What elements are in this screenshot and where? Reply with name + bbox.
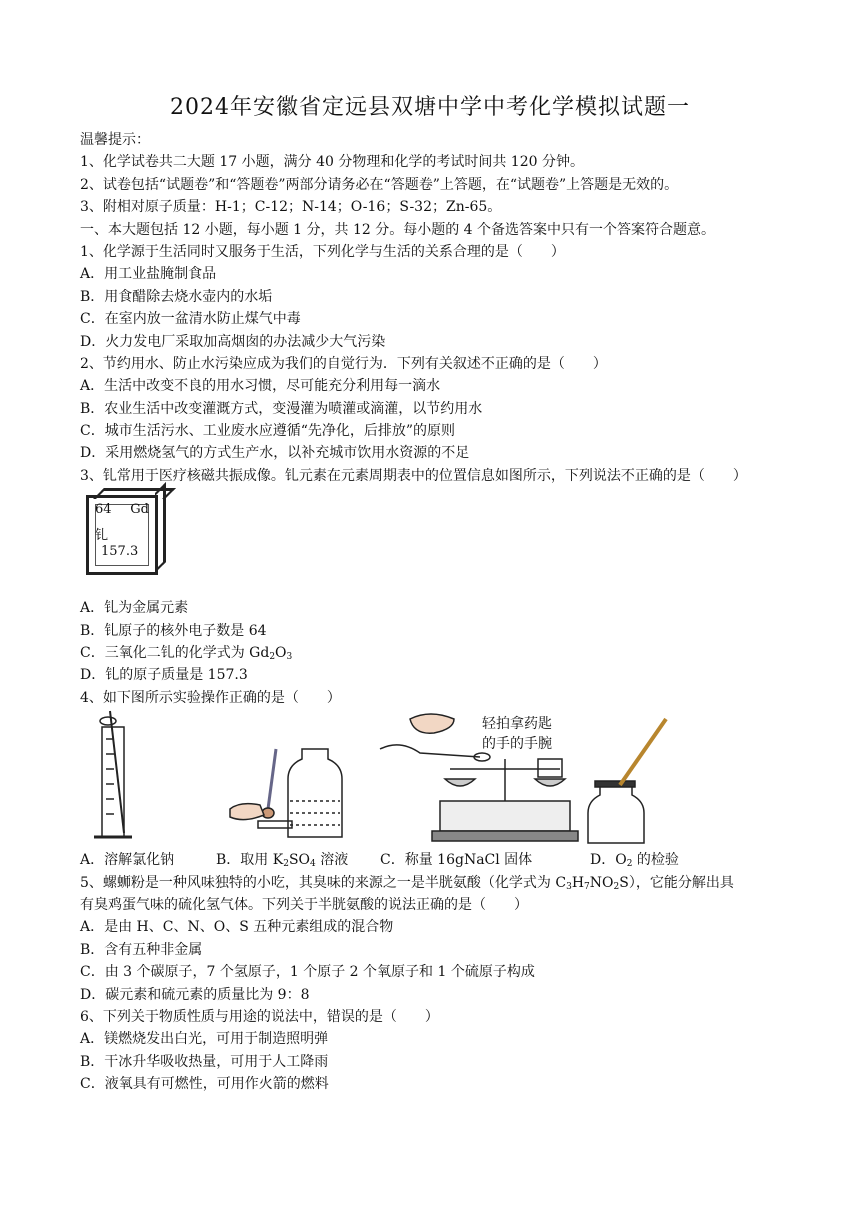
element-name: 钆 [95, 528, 109, 544]
gas-bottle-drawing [588, 719, 666, 843]
q4-b-post: 溶液 [315, 852, 349, 869]
q3-c-text: C．三氧化二钆的化学式为 Gd [80, 645, 270, 662]
q5-option-b: B．含有五种非金属 [80, 941, 203, 958]
q3-c-sub1: 2 [269, 652, 276, 663]
q4-b-pre: B．取用 K [216, 852, 284, 869]
q2-stem: 2、节约用水、防止水污染应成为我们的自觉行为．下列有关叙述不正确的是（ ） [80, 355, 607, 372]
dropper-bottle-drawing [230, 749, 342, 837]
q1-option-c: C．在室内放一盆清水防止煤气中毒 [80, 311, 301, 328]
q4-b-mid: SO [288, 852, 311, 869]
element-card [86, 495, 158, 575]
q4-caption-a: A．溶解氯化钠 [80, 852, 175, 869]
q1-option-a: A．用工业盐腌制食品 [80, 266, 217, 283]
q1-option-b: B．用食醋除去烧水壶内的水垢 [80, 288, 273, 305]
cylinder-drawing [94, 711, 132, 837]
figure-label-line2: 的手的手腕 [482, 736, 552, 753]
q3-option-a: A．钆为金属元素 [80, 600, 189, 617]
q4-figures [80, 709, 780, 849]
q4-stem: 4、如下图所示实验操作正确的是（ ） [80, 689, 341, 706]
q2-option-c: C．城市生活污水、工业废水应遵循“先净化，后排放”的原则 [80, 423, 456, 440]
tips-header: 温馨提示： [80, 132, 150, 148]
q3-option-d: D．钆的原子质量是 157.3 [80, 667, 248, 684]
q6-option-a: A．镁燃烧发出白光，可用于制造照明弹 [80, 1031, 329, 1048]
section-heading: 一、本大题包括 12 小题，每小题 1 分，共 12 分。每小题的 4 个备选答案中只有一个答案符合题意。 [80, 221, 716, 238]
q4-caption-b [216, 849, 348, 875]
q5-f-sub3: 2 [613, 881, 620, 892]
q5-f-no: NO [589, 874, 614, 891]
q4-d-sub: 2 [626, 859, 633, 870]
q4-b-sub2: 4 [310, 859, 316, 870]
q6-option-c: C．液氧具有可燃性，可用作火箭的燃料 [80, 1076, 329, 1093]
q5-stem-post: ），它能分解出具 [628, 874, 734, 891]
element-card-figure [80, 487, 780, 597]
q1-stem: 1、化学源于生活同时又服务于生活，下列化学与生活的关系合理的是（ ） [80, 243, 565, 260]
q2-option-d: D．采用燃烧氢气的方式生产水，以补充城市饮用水资源的不足 [80, 445, 470, 462]
q4-d-post: 的检验 [632, 852, 679, 869]
q5-option-c: C．由 3 个碳原子，7 个氢原子，1 个原子 2 个氧原子和 1 个硫原子构成 [80, 964, 535, 981]
q5-stem-line2: 有臭鸡蛋气味的硫化氢气体。下列关于半胱氨酸的说法正确的是（ ） [80, 896, 528, 913]
q3-option-b: B．钆原子的核外电子数是 64 [80, 622, 267, 639]
q5-option-d: D．碳元素和硫元素的质量比为 9：8 [80, 986, 310, 1003]
q5-option-a: A．是由 H、C、N、O、S 五种元素组成的混合物 [80, 919, 394, 936]
q3-option-c [80, 642, 780, 664]
q4-d-pre: D．O [590, 852, 627, 869]
element-symbol: Gd [130, 502, 149, 518]
q5-f-sub2: 7 [584, 881, 590, 892]
q3-c-sub2: 3 [286, 652, 293, 663]
figure-label-line1: 轻拍拿药匙 [482, 716, 552, 733]
page-title: 2024年安徽省定远县双塘中学中考化学模拟试题一 [170, 95, 690, 120]
tip-3: 3、附相对原子质量：H-1；C-12；N-14；O-16；S-32；Zn-65。 [80, 199, 502, 216]
q4-figure-drawings [80, 709, 780, 849]
q2-option-a: A．生活中改变不良的用水习惯，尽可能充分利用每一滴水 [80, 378, 441, 395]
atomic-number: 64 [95, 502, 112, 518]
atomic-mass: 157.3 [101, 544, 139, 560]
tip-2: 2、试卷包括“试题卷”和“答题卷”两部分请务必在“答题卷”上答题，在“试题卷”上答题是无效的。 [80, 176, 679, 193]
q4-captions [80, 849, 780, 871]
q4-b-sub1: 2 [283, 859, 289, 870]
tip-1: 1、化学试卷共二大题 17 小题，满分 40 分物理和化学的考试时间共 120 分钟。 [80, 154, 584, 171]
q2-option-b: B．农业生活中改变灌溉方式，变漫灌为喷灌或滴灌，以节约用水 [80, 400, 483, 417]
q5-stem-pre: 5、螺蛳粉是一种风味独特的小吃，其臭味的来源之一是半胱氨酸（化学式为 C [80, 874, 567, 891]
q4-caption-d [590, 849, 679, 875]
q6-option-b: B．干冰升华吸收热量，可用于人工降雨 [80, 1053, 329, 1070]
q3-c-mid: O [275, 645, 287, 662]
q6-stem: 6、下列关于物质性质与用途的说法中，错误的是（ ） [80, 1008, 439, 1025]
q4-caption-c: C．称量 16gNaCl 固体 [380, 852, 533, 869]
q1-option-d: D．火力发电厂采取加高烟囱的办法减少大气污染 [80, 333, 386, 350]
q3-stem: 3、钆常用于医疗核磁共振成像。钆元素在元素周期表中的位置信息如图所示，下列说法不正确的是（ ） [80, 467, 747, 484]
exam-content [80, 129, 780, 1096]
q5-f-s: S [619, 874, 629, 891]
q5-f-sub1: 3 [566, 881, 572, 892]
q5-f-h: H [571, 874, 585, 891]
